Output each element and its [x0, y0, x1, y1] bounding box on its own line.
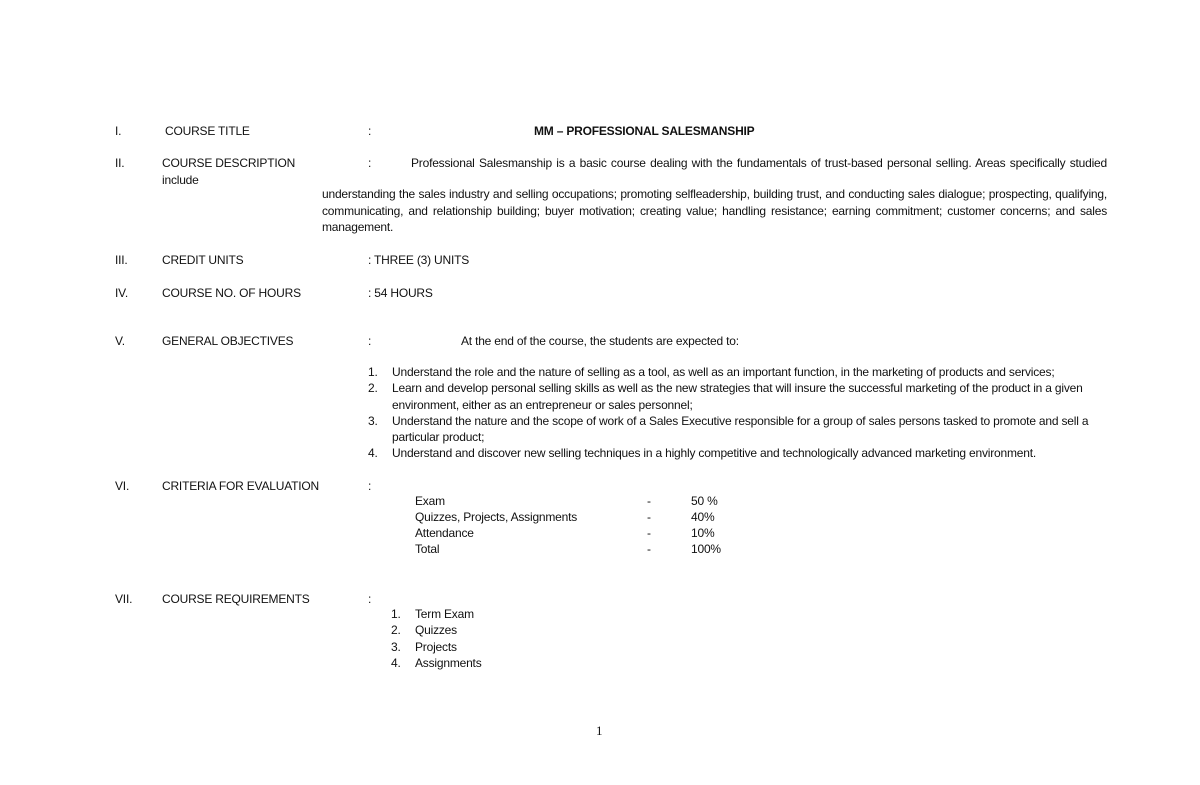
requirement-number: 4. [391, 656, 401, 671]
requirement-number: 2. [391, 623, 401, 638]
objectives-list [368, 364, 1108, 462]
objective-number: 2. [368, 381, 378, 396]
evaluation-dash: - [647, 542, 651, 556]
requirement-item [391, 655, 482, 671]
evaluation-criteria-colon: : [368, 479, 372, 493]
evaluation-item: Attendance [415, 526, 474, 540]
requirement-text: Term Exam [415, 607, 474, 621]
course-description-first-line: Professional Salesmanship is a basic course dealing with the fundamentals of trust-based personal selling. Areas specifically studied [411, 156, 1107, 170]
evaluation-dash: - [647, 510, 651, 524]
section-number-requirements: VII. [115, 592, 133, 606]
objective-text: Understand and discover new selling techniques in a highly competitive and technologically advanced marketing environment. [392, 446, 1036, 461]
requirements-list [391, 606, 482, 672]
course-description-label: COURSE DESCRIPTION [162, 156, 296, 170]
course-title-label: COURSE TITLE [165, 124, 250, 138]
evaluation-percentage: 100% [691, 542, 721, 556]
evaluation-row-total [415, 542, 745, 558]
evaluation-item: Total [415, 542, 440, 556]
evaluation-row [415, 526, 745, 542]
requirement-item [391, 639, 482, 655]
course-requirements-label: COURSE REQUIREMENTS [162, 592, 310, 606]
requirement-item [391, 606, 482, 622]
evaluation-percentage: 10% [691, 526, 715, 540]
course-description-body: understanding the sales industry and selling occupations; promoting selfleadership, building trust, and conducting sales dialogue; prospecting, qualifying, communicating, and relationship building; buyer motivation; creating value; handling resistance; earning commitment; customer concerns; and sales management. [322, 187, 1107, 234]
course-description-colon: : [368, 156, 372, 170]
requirement-text: Projects [415, 639, 457, 654]
objective-item [368, 364, 1108, 380]
requirement-item [391, 622, 482, 638]
requirement-number: 1. [391, 607, 401, 621]
objective-text: Understand the role and the nature of selling as a tool, as well as an important function, in the marketing of products and services; [392, 365, 1055, 379]
section-number-credit-units: III. [115, 253, 128, 267]
general-objectives-colon: : [368, 334, 372, 348]
course-description-label-continued: include [162, 173, 199, 187]
evaluation-criteria-label: CRITERIA FOR EVALUATION [162, 479, 319, 493]
evaluation-item: Exam [415, 494, 445, 508]
course-hours-label: COURSE NO. OF HOURS [162, 286, 301, 300]
section-number-objectives: V. [115, 334, 125, 348]
evaluation-item: Quizzes, Projects, Assignments [415, 510, 578, 524]
objective-number: 3. [368, 413, 378, 428]
evaluation-percentage: 40% [691, 510, 715, 524]
evaluation-row [415, 494, 745, 510]
objective-text: Learn and develop personal selling skills as well as the new strategies that will insure the successful marketing of the product in a given environment, either as an entrepreneur or sales personnel; [392, 381, 1083, 412]
section-number-title: I. [115, 124, 122, 138]
section-number-hours: IV. [115, 286, 128, 300]
section-number-description: II. [115, 156, 125, 170]
page-number: 1 [596, 723, 603, 738]
objective-item [368, 413, 1108, 446]
general-objectives-intro: At the end of the course, the students are expected to: [461, 334, 739, 348]
evaluation-percentage: 50 % [691, 494, 718, 508]
objective-number: 4. [368, 446, 378, 461]
credit-units-value: : THREE (3) UNITS [368, 253, 470, 267]
evaluation-dash: - [647, 494, 651, 508]
course-title-value: MM – PROFESSIONAL SALESMANSHIP [534, 124, 755, 138]
requirement-text: Assignments [415, 656, 482, 671]
evaluation-dash: - [647, 526, 651, 540]
objective-text: Understand the nature and the scope of work of a Sales Executive responsible for a group of sales persons tasked to promote and sell a particular product; [392, 413, 1089, 445]
general-objectives-label: GENERAL OBJECTIVES [162, 334, 294, 348]
requirement-number: 3. [391, 639, 401, 654]
objective-item [368, 445, 1108, 461]
course-hours-value: : 54 HOURS [368, 286, 433, 300]
objective-item [368, 380, 1108, 413]
course-title-colon: : [368, 124, 372, 138]
requirement-text: Quizzes [415, 623, 457, 638]
course-requirements-colon: : [368, 592, 372, 606]
credit-units-label: CREDIT UNITS [162, 253, 244, 267]
evaluation-row [415, 510, 745, 526]
objective-number: 1. [368, 365, 378, 379]
section-number-evaluation: VI. [115, 479, 130, 493]
